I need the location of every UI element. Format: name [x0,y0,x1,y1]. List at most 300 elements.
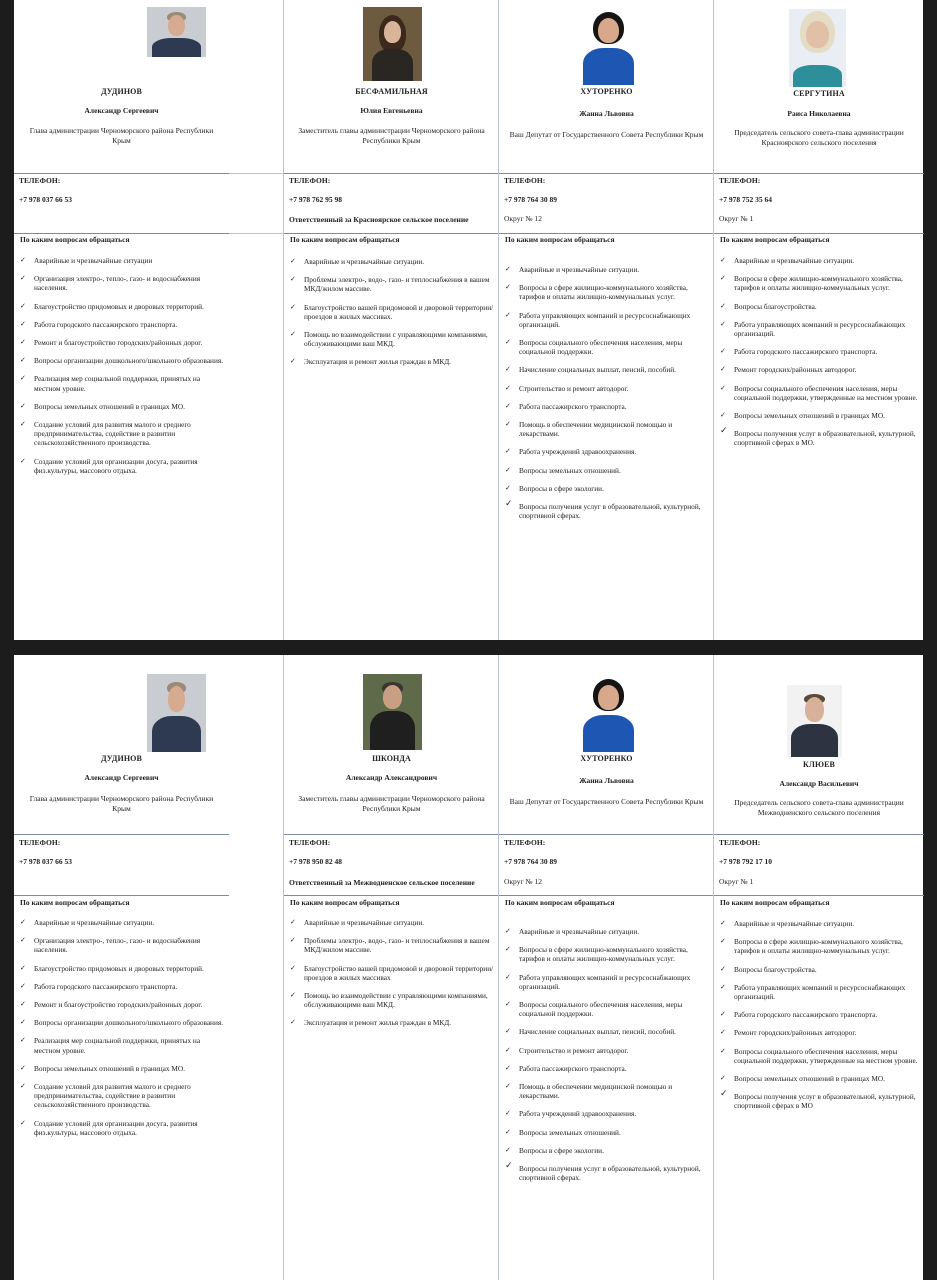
checkmark-icon: ✓ [505,383,511,392]
questions-heading: По каким вопросам обращаться [720,898,830,907]
checkmark-icon: ✓ [290,991,296,1000]
issue-text: Вопросы земельных отношений в границах МО. [34,401,185,411]
checkmark-icon: ✓ [720,319,726,328]
checkmark-icon: ✓ [505,283,511,292]
divider [499,834,714,835]
responsible-area: Ответственный за Красноярское сельское поселение [289,215,469,224]
checkmark-icon: ✓ [505,483,511,492]
issue-item [504,927,710,936]
contact-column [283,655,499,1280]
contacts-sheet-2 [14,655,923,1280]
contact-column [713,0,924,640]
phone-number[interactable]: +7 978 762 95 98 [289,195,343,204]
issue-text: Аварийные и чрезвычайные ситуации. [734,919,855,928]
issue-item [289,991,495,1009]
issue-text: Вопросы земельных отношений в границах МО. [734,1074,885,1084]
divider [229,233,283,234]
checkmark-icon: ✓ [720,1046,726,1055]
checkmark-icon: ✓ [720,1010,726,1019]
checkmark-icon: ✓ [20,1063,26,1072]
divider [499,233,714,234]
issue-text: Благоустройство придомовых и дворовых территорий. [34,301,204,311]
contact-surname: ДУДИНОВ [101,87,142,96]
issue-item [19,1064,225,1073]
issue-text: Вопросы в сфере жилищно-коммунального хозяйства, тарифов и оплаты жилищно-коммунальных услуг. [519,283,688,302]
checkmark-icon: ✓ [20,456,26,465]
issue-text: Работа управляющих компаний и ресурсоснабжающих организаций. [734,982,906,1002]
issue-item [719,965,920,974]
phone-number[interactable]: +7 978 037 66 53 [19,195,73,204]
checkmark-icon: ✓ [505,365,511,374]
issue-text: Реализация мер социальной поддержки, принятых на местном уровне. [34,1036,201,1055]
issue-item [289,918,495,927]
issue-item [719,256,920,265]
divider [14,173,229,174]
phone-label: ТЕЛЕФОН: [719,838,761,847]
issue-item [19,338,225,347]
portrait-photo [580,674,637,752]
checkmark-icon: ✓ [20,1118,26,1127]
checkmark-icon: ✓ [505,927,511,935]
checkmark-icon: ✓ [505,310,511,319]
issue-text: Работа пассажирского транспорта. [519,1063,627,1073]
contact-column [283,0,499,640]
issue-text: Проблемы электро-, водо-, газо- и теплоснабжения в вашем МКД/жилом массиве. [304,936,490,955]
issue-text: Благоустройство вашей придомовой и дворовой территории/проездов в жилых массивах [304,963,494,982]
divider [499,895,714,896]
issue-item [504,1146,710,1155]
divider [14,895,229,896]
issue-item [19,374,225,392]
issue-text: Эксплуатация и ремонт жилья граждан в МКД. [304,357,451,367]
questions-heading: По каким вопросам обращаться [505,898,615,907]
questions-heading: По каким вопросам обращаться [290,235,400,244]
issue-text: Аварийные и чрезвычайные ситуации. [734,256,855,265]
checkmark-icon: ✓ [20,256,26,264]
questions-heading: По каким вопросам обращаться [20,898,130,907]
issue-text: Помощь в обеспечении медицинской помощью и лекарствами. [519,1082,673,1101]
contact-column [14,0,229,640]
district-number: Округ № 12 [504,214,542,223]
divider [284,173,499,174]
contact-column [713,655,924,1280]
issue-text: Благоустройство придомовых и дворовых территорий. [34,963,204,973]
checkmark-icon: ✓ [505,1082,511,1091]
checkmark-icon: ✓ [20,420,26,429]
responsible-area: Ответственный за Межводненское сельское поселение [289,878,475,887]
issue-text: Работа городского пассажирского транспорта. [34,981,178,991]
issue-text: Эксплуатация и ремонт жилья граждан в МКД. [304,1018,451,1028]
contact-surname: ДУДИНОВ [101,754,142,763]
phone-number[interactable]: +7 978 037 66 53 [19,857,73,866]
issue-item [719,320,920,338]
issues-list [504,911,710,1182]
issue-item [719,1047,920,1065]
contact-name: Александр Сергеевич [84,773,159,782]
checkmark-icon: ✓ [20,1000,26,1009]
issues-list [19,256,225,475]
issue-item [719,1028,920,1037]
contact-position: Ваш Депутат от Государственного Совета Республики Крым [509,130,704,139]
issue-text: Благоустройство вашей придомовой и дворовой территории/проездов в жилых массивах. [304,302,494,321]
issues-list [19,918,225,1137]
issue-item [19,1036,225,1054]
issue-item [504,311,710,329]
checkmark-icon: ✓ [720,274,726,283]
contact-surname: БЕСФАМИЛЬНАЯ [355,87,428,96]
checkmark-icon: ✓ [505,1045,511,1054]
district-number: Округ № 12 [504,877,542,886]
issue-text: Начисление социальных выплат, пенсий, пособий. [519,365,676,375]
issue-text: Создание условий для развития малого и среднего предпринимательства, содействие в развитии сельскохозяйственного производства. [34,1082,191,1110]
issue-text: Вопросы в сфере экологии. [519,1145,604,1155]
questions-heading: По каким вопросам обращаться [720,235,830,244]
issue-text: Организация электро-, тепло-, газо- и водоснабжения населения. [34,274,201,293]
issue-text: Начисление социальных выплат, пенсий, пособий. [519,1027,676,1037]
issue-text: Вопросы благоустройства. [734,964,817,974]
contact-name: Юлия Евгеньевна [360,106,423,115]
issue-text: Помощь во взаимодействии с управляющими компаниями, обслуживающими ваш МКД. [304,991,488,1010]
issue-text: Ремонт городских/районных автодорог. [734,1028,857,1038]
issue-item [19,402,225,411]
checkmark-icon: ✓ [20,338,26,347]
contact-name: Раиса Николаевна [787,109,851,118]
contact-surname: КЛЮЕВ [803,760,835,769]
issue-item [289,257,495,266]
issue-item [504,1128,710,1137]
checkmark-icon: ✓ [720,937,726,946]
issue-text: Создание условий для развития малого и среднего предпринимательства, содействие в развитии сельскохозяйственного производства. [34,420,191,448]
issue-text: Вопросы социального обеспечения населения, меры социальной поддержки, утвержденные на местном уровне. [734,383,918,402]
divider [499,173,714,174]
contact-column [498,655,714,1280]
phone-label: ТЕЛЕФОН: [719,176,761,185]
issue-text: Работа управляющих компаний и ресурсоснабжающих организаций. [519,310,691,329]
issue-text: Вопросы получения услуг в образовательной, культурной, спортивной сферах. [519,502,701,521]
issue-item [19,356,225,365]
issue-item [719,274,920,292]
checkmark-icon: ✓ [505,1027,511,1036]
issue-text: Вопросы получения услуг в образовательной, культурной, спортивной сферах в МО. [734,429,916,448]
issues-list [504,249,710,520]
checkmark-icon: ✓ [20,374,26,383]
issue-item [504,945,710,963]
issue-item [19,457,225,475]
issue-text: Вопросы получения услуг в образовательной, культурной, спортивной сферах. [519,1164,701,1183]
phone-number[interactable]: +7 978 764 30 89 [504,857,558,866]
checkmark-icon: ✓ [505,1063,511,1072]
checkmark-icon: ✓ [720,1089,728,1100]
issue-text: Вопросы благоустройства. [734,301,817,311]
issue-item [719,1010,920,1019]
issue-item [289,303,495,321]
issue-item [504,1109,710,1118]
contact-surname: ХУТОРЕНКО [580,754,633,763]
checkmark-icon: ✓ [505,447,511,456]
issue-item [504,447,710,456]
issue-item [19,936,225,954]
portrait-photo [580,7,637,85]
checkmark-icon: ✓ [290,936,296,945]
issue-item [719,365,920,374]
checkmark-icon: ✓ [720,982,726,991]
issue-item [719,411,920,420]
checkmark-icon: ✓ [290,257,296,265]
contact-surname: СЕРГУТИНА [793,89,845,98]
issue-item [504,973,710,991]
issue-text: Ремонт городских/районных автодорог. [734,365,857,375]
divider [229,173,283,174]
contact-name: Александр Александрович [345,773,438,782]
issue-item [719,937,920,955]
contact-position: Председатель сельского совета-глава администрации Красноярского сельского поселения [734,128,904,147]
checkmark-icon: ✓ [20,918,26,926]
questions-heading: По каким вопросам обращаться [505,235,615,244]
checkmark-icon: ✓ [505,945,511,954]
issue-text: Работа городского пассажирского транспорта. [734,1010,878,1020]
divider [714,173,924,174]
issue-text: Создание условий для организации досуга, развития физ.культуры, массового отдыха. [34,1118,198,1137]
checkmark-icon: ✓ [720,365,726,374]
phone-number[interactable]: +7 978 950 82 48 [289,857,343,866]
issues-list [719,256,920,448]
issue-text: Проблемы электро-, водо-, газо- и теплоснабжения в вашем МКД/жилом массиве. [304,275,490,294]
issue-item [719,1089,920,1111]
checkmark-icon: ✓ [505,465,511,474]
checkmark-icon: ✓ [20,1082,26,1091]
issue-item [719,302,920,311]
contact-position: Председатель сельского совета-глава администрации Межводненского сельского поселения [734,798,904,817]
issue-text: Работа учреждений здравоохранения. [519,1109,637,1119]
issue-text: Работа городского пассажирского транспорта. [34,319,178,329]
issue-text: Вопросы в сфере жилищно-коммунального хозяйства, тарифов и оплаты жилищно-коммунальных услуг. [734,274,903,293]
divider [284,233,499,234]
divider [714,233,924,234]
issue-text: Работа пассажирского транспорта. [519,401,627,411]
issue-text: Аварийные и чрезвычайные ситуации. [34,918,155,927]
checkmark-icon: ✓ [20,319,26,328]
issue-text: Организация электро-, тепло-, газо- и водоснабжения населения. [34,936,201,955]
divider [284,895,499,896]
issue-item [289,357,495,366]
phone-number[interactable]: +7 978 792 17 10 [719,857,773,866]
issue-text: Реализация мер социальной поддержки, принятых на местном уровне. [34,374,201,393]
checkmark-icon: ✓ [720,919,726,927]
checkmark-icon: ✓ [290,302,296,311]
phone-label: ТЕЛЕФОН: [289,838,331,847]
checkmark-icon: ✓ [720,411,726,420]
issue-item [289,275,495,293]
issue-item [504,1064,710,1073]
checkmark-icon: ✓ [20,1036,26,1045]
divider [14,834,229,835]
issue-item [289,330,495,348]
issue-text: Аварийные и чрезвычайные ситуации [34,256,153,265]
divider [714,834,924,835]
checkmark-icon: ✓ [720,301,726,310]
checkmark-icon: ✓ [505,1145,511,1154]
issue-item [289,1018,495,1027]
checkmark-icon: ✓ [505,420,511,429]
portrait-photo [363,674,422,750]
contact-position: Глава администрации Черноморского района Республики Крым [29,794,214,813]
issue-item [504,1000,710,1018]
issue-item [19,918,225,927]
issue-item [504,466,710,475]
issue-item [19,302,225,311]
checkmark-icon: ✓ [505,499,513,510]
issue-text: Ремонт и благоустройство городских/районных дорог. [34,338,203,348]
issue-item [504,338,710,356]
checkmark-icon: ✓ [290,330,296,339]
issue-item [719,384,920,402]
questions-heading: По каким вопросам обращаться [20,235,130,244]
checkmark-icon: ✓ [505,1000,511,1009]
issue-text: Помощь в обеспечении медицинской помощью и лекарствами. [519,420,673,439]
issue-item [504,265,710,274]
issue-text: Ремонт и благоустройство городских/районных дорог. [34,1000,203,1010]
checkmark-icon: ✓ [720,1028,726,1037]
checkmark-icon: ✓ [720,964,726,973]
contacts-sheet-1 [14,0,923,640]
checkmark-icon: ✓ [20,936,26,945]
issue-text: Аварийные и чрезвычайные ситуации. [519,265,640,274]
contact-position: Заместитель главы администрации Черноморского района Республики Крым [298,126,485,145]
divider [14,233,229,234]
portrait-photo [789,9,846,87]
checkmark-icon: ✓ [290,357,296,366]
issue-item [19,1000,225,1009]
portrait-photo [787,685,842,757]
contact-name: Жанна Львовна [579,109,634,118]
contact-position: Ваш Депутат от Государственного Совета Республики Крым [509,797,704,806]
checkmark-icon: ✓ [290,275,296,284]
issue-item [504,499,710,521]
issue-item [504,283,710,301]
issue-text: Вопросы получения услуг в образовательной, культурной, спортивной сферах в МО [734,1092,916,1111]
issue-item [19,1082,225,1110]
district-number: Округ № 1 [719,877,754,886]
issue-item [719,347,920,356]
checkmark-icon: ✓ [290,918,296,926]
issue-item [19,964,225,973]
issue-item [289,936,495,954]
contact-column [498,0,714,640]
issue-item [19,1119,225,1137]
issue-text: Вопросы в сфере жилищно-коммунального хозяйства, тарифов и оплаты жилищно-коммунальных услуг. [734,937,903,956]
issue-text: Работа управляющих компаний и ресурсоснабжающих организаций. [734,319,906,339]
issue-text: Вопросы организации дошкольного/школьного образования. [34,1018,224,1028]
issue-item [719,983,920,1001]
issue-text: Работа учреждений здравоохранения. [519,447,637,457]
contact-position: Заместитель главы администрации Черноморского района Республики Крым [298,794,485,813]
contact-surname: ШКОНДА [372,754,411,763]
phone-label: ТЕЛЕФОН: [504,176,546,185]
issue-item [504,1161,710,1183]
issue-text: Аварийные и чрезвычайные ситуации. [304,918,425,927]
phone-label: ТЕЛЕФОН: [289,176,331,185]
issue-item [19,420,225,448]
questions-heading: По каким вопросам обращаться [290,898,400,907]
issue-text: Вопросы земельных отношений. [519,1127,621,1137]
issue-item [19,1018,225,1027]
issue-text: Вопросы земельных отношений. [519,465,621,475]
checkmark-icon: ✓ [720,256,726,264]
issue-item [19,256,225,265]
issue-item [504,1027,710,1036]
issue-text: Аварийные и чрезвычайные ситуации. [519,927,640,936]
checkmark-icon: ✓ [720,426,728,437]
portrait-photo [363,7,422,81]
contact-column [14,655,229,1280]
checkmark-icon: ✓ [505,401,511,410]
issue-text: Вопросы земельных отношений в границах МО. [34,1063,185,1073]
checkmark-icon: ✓ [505,1161,513,1172]
issue-text: Аварийные и чрезвычайные ситуации. [304,257,425,266]
issue-text: Помощь во взаимодействии с управляющими компаниями, обслуживающими ваш МКД. [304,330,488,349]
issue-text: Работа управляющих компаний и ресурсоснабжающих организаций. [519,972,691,991]
contact-position: Глава администрации Черноморского района Республики Крым [29,126,214,145]
phone-label: ТЕЛЕФОН: [19,838,61,847]
issue-item [504,1082,710,1100]
checkmark-icon: ✓ [505,338,511,347]
issue-text: Создание условий для организации досуга, развития физ.культуры, массового отдыха. [34,456,198,475]
phone-number[interactable]: +7 978 764 30 89 [504,195,558,204]
issue-item [504,1046,710,1055]
issue-text: Вопросы в сфере жилищно-коммунального хозяйства, тарифов и оплаты жилищно-коммунальных услуг. [519,945,688,964]
contact-name: Александр Сергеевич [84,106,159,115]
issue-text: Вопросы организации дошкольного/школьного образования. [34,356,224,366]
phone-number[interactable]: +7 978 752 35 64 [719,195,773,204]
checkmark-icon: ✓ [290,963,296,972]
issue-item [19,982,225,991]
issue-text: Вопросы в сфере экологии. [519,483,604,493]
checkmark-icon: ✓ [505,265,511,273]
issue-text: Вопросы земельных отношений в границах МО. [734,411,885,421]
issue-text: Вопросы социального обеспечения населения, меры социальной поддержки. [519,1000,683,1019]
checkmark-icon: ✓ [20,1018,26,1027]
issue-item [719,426,920,448]
issues-list [719,919,920,1111]
issue-item [504,384,710,393]
checkmark-icon: ✓ [720,383,726,392]
portrait-photo [147,7,206,57]
checkmark-icon: ✓ [505,1127,511,1136]
contact-surname: ХУТОРЕНКО [580,87,633,96]
divider [284,834,499,835]
contact-name: Александр Васильевич [779,779,859,788]
checkmark-icon: ✓ [720,347,726,356]
issue-item [504,365,710,374]
issue-text: Строительство и ремонт автодорог. [519,1045,629,1055]
issue-item [719,1074,920,1083]
issue-text: Строительство и ремонт автодорог. [519,383,629,393]
issue-item [719,919,920,928]
issue-item [504,484,710,493]
phone-label: ТЕЛЕФОН: [504,838,546,847]
issue-item [504,420,710,438]
issue-text: Вопросы социального обеспечения населения, меры социальной поддержки. [519,338,683,357]
issue-item [289,964,495,982]
issue-item [504,402,710,411]
checkmark-icon: ✓ [20,356,26,365]
checkmark-icon: ✓ [720,1074,726,1083]
divider [714,895,924,896]
checkmark-icon: ✓ [20,301,26,310]
phone-label: ТЕЛЕФОН: [19,176,61,185]
issue-text: Работа городского пассажирского транспорта. [734,347,878,357]
checkmark-icon: ✓ [290,1018,296,1027]
